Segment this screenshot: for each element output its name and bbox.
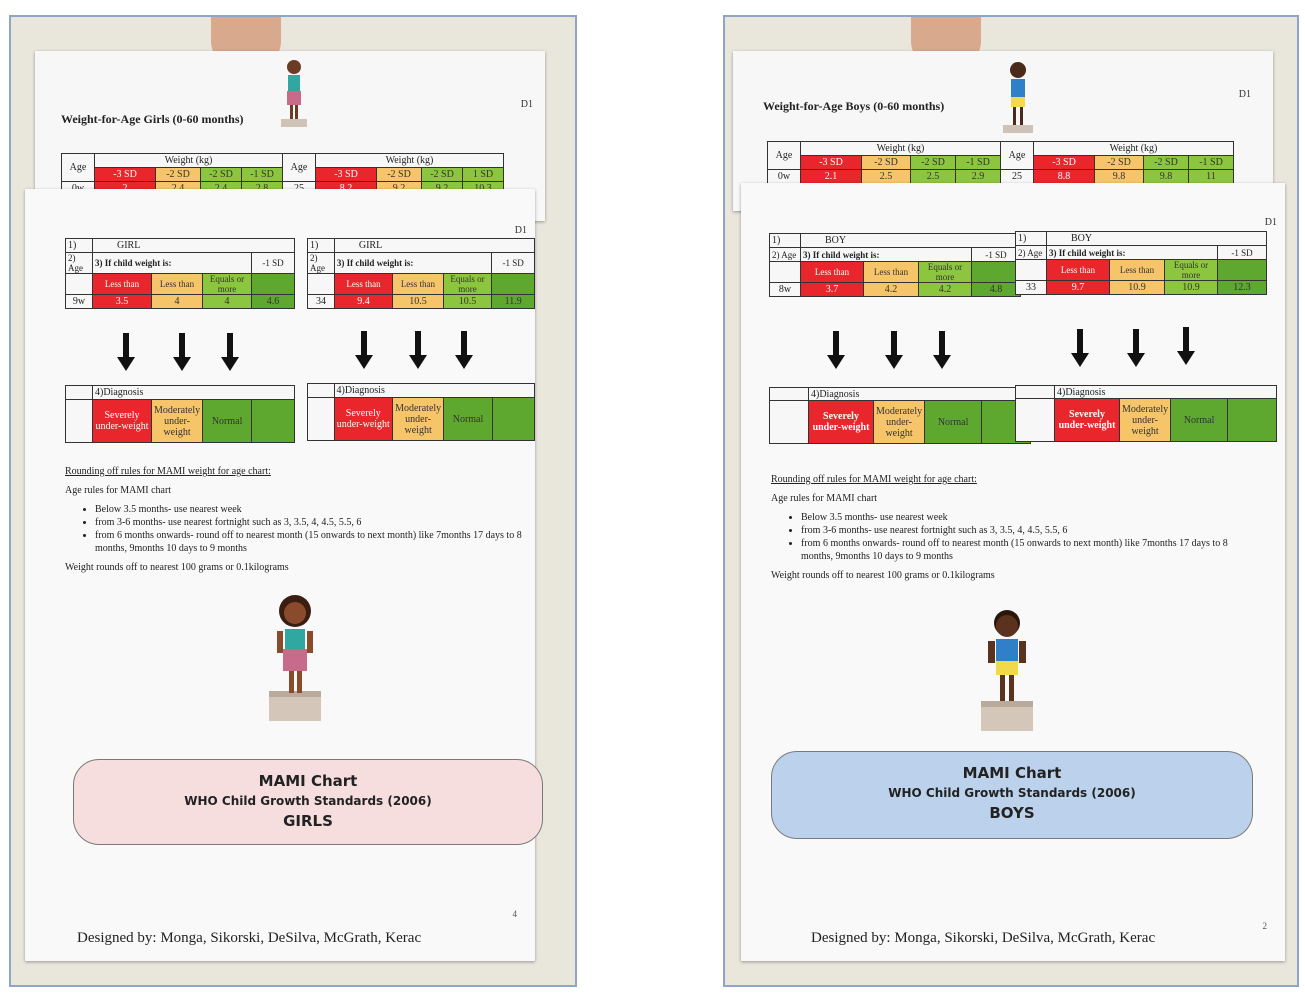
- age-cell: 8w: [770, 283, 801, 297]
- question-label: 3) If child weight is:: [801, 248, 972, 262]
- sd-header: -3 SD: [801, 156, 862, 170]
- down-arrow-icon: [937, 331, 947, 367]
- weight-header: Weight (kg): [316, 154, 504, 168]
- weight-rule: Weight rounds off to nearest 100 grams or 0.1kilograms: [65, 562, 289, 573]
- step-age-label: 2) Age: [770, 248, 801, 262]
- sd-header: -3 SD: [95, 168, 156, 182]
- weight-header: Weight (kg): [801, 142, 1001, 156]
- weight-rule: Weight rounds off to nearest 100 grams or 0.1kilograms: [771, 570, 995, 581]
- sd-header: -2 SD: [156, 168, 201, 182]
- girl-figure-small: [279, 57, 309, 129]
- moderate-diagnosis: Moderately under-weight: [393, 398, 444, 441]
- sd-header: -2 SD: [422, 168, 463, 182]
- banner-title: MAMI Chart: [962, 764, 1062, 782]
- value-cell: 12.3: [1218, 281, 1267, 295]
- list-item: • from 3-6 months- use nearest fortnight such as 3, 3.5, 4, 4.5, 5.5, 6: [801, 524, 1261, 537]
- down-arrow-icon: [1181, 327, 1191, 363]
- list-item: • from 6 months onwards- round off to nearest month (15 onwards to next month) like 7months 17 days to 8 months, 9months 10 days to 9 months: [801, 537, 1261, 563]
- question-label: 3) If child weight is:: [334, 253, 491, 274]
- mami-banner: [771, 751, 1253, 839]
- sheet-code: D1: [520, 99, 533, 110]
- front-sheet: [741, 183, 1285, 961]
- sd-header: -3 SD: [316, 168, 377, 182]
- lookup-table-left: [769, 233, 1021, 297]
- value-cell: 10.9: [1110, 281, 1165, 295]
- value-cell: 8.8: [1034, 170, 1095, 184]
- normal-diagnosis: Normal: [925, 401, 982, 444]
- boy-figure-small: [1001, 59, 1035, 135]
- sd-label: -1 SD: [972, 248, 1021, 262]
- rules-title: Rounding off rules for MAMI weight for age chart:: [65, 466, 271, 477]
- value-cell: 10.5: [393, 295, 443, 309]
- diagnosis-table-left: [65, 385, 295, 443]
- equals-or-more-header: Equals or more: [203, 274, 252, 295]
- value-cell: 4: [152, 295, 203, 309]
- diagnosis-label: 4)Diagnosis: [334, 384, 535, 398]
- less-than-header: Less than: [864, 262, 919, 283]
- credit-line: Designed by: Monga, Sikorski, DeSilva, McGrath, Kerac: [811, 930, 1156, 946]
- down-arrow-icon: [121, 333, 131, 369]
- value-cell: 10.9: [1165, 281, 1218, 295]
- age-header: Age: [62, 154, 95, 182]
- value-cell: 2.5: [862, 170, 911, 184]
- sd-header: -2 SD: [1095, 156, 1144, 170]
- sd-header: -1 SD: [956, 156, 1001, 170]
- value-cell: 9.7: [1047, 281, 1110, 295]
- girls-chart-photo: [9, 15, 577, 987]
- step-age-label: 2) Age: [1016, 246, 1047, 260]
- girl-figure: [263, 589, 327, 725]
- sd-label: -1 SD: [252, 253, 295, 274]
- moderate-diagnosis: Moderately under-weight: [874, 401, 925, 444]
- value-cell: 4.2: [919, 283, 972, 297]
- lookup-table-right: [307, 238, 535, 309]
- less-than-header: Less than: [1047, 260, 1110, 281]
- page-number: 2: [1262, 921, 1267, 931]
- age-header: Age: [1001, 142, 1034, 170]
- moderate-diagnosis: Moderately under-weight: [152, 400, 203, 443]
- mami-banner: [73, 759, 543, 845]
- step-number: 1): [308, 239, 335, 253]
- weight-header: Weight (kg): [1034, 142, 1234, 156]
- sd-header: -2 SD: [1144, 156, 1189, 170]
- sd-header: 1 SD: [463, 168, 504, 182]
- equals-or-more-header: Equals or more: [1165, 260, 1218, 281]
- value-cell: 9.4: [334, 295, 392, 309]
- step-age-label: 2) Age: [66, 253, 93, 274]
- age-cell: 25: [1001, 170, 1034, 184]
- down-arrow-icon: [831, 331, 841, 367]
- table-row: [768, 170, 1234, 184]
- top-weight-table: [767, 141, 1234, 184]
- sd-header: -1 SD: [242, 168, 283, 182]
- table-row: [66, 295, 295, 309]
- weight-header: Weight (kg): [95, 154, 283, 168]
- down-arrow-icon: [889, 331, 899, 367]
- moderate-diagnosis: Moderately under-weight: [1120, 399, 1171, 442]
- value-cell: 4.8: [972, 283, 1021, 297]
- diagnosis-table-right: [1015, 385, 1277, 442]
- sex-label: GIRL: [93, 239, 295, 253]
- severe-diagnosis: Severely under-weight: [334, 398, 393, 441]
- age-header: Age: [283, 154, 316, 182]
- diagnosis-label: 4)Diagnosis: [809, 388, 1031, 401]
- value-cell: 4.6: [252, 295, 295, 309]
- rules-title: Rounding off rules for MAMI weight for age chart:: [771, 474, 977, 485]
- diagnosis-table-right: [307, 383, 535, 441]
- diagnosis-label: 4)Diagnosis: [93, 386, 295, 400]
- sd-header: -2 SD: [377, 168, 422, 182]
- down-arrow-icon: [1131, 329, 1141, 365]
- step-number: 1): [770, 234, 801, 248]
- less-than-header: Less than: [801, 262, 864, 283]
- sd-label: -1 SD: [492, 253, 535, 274]
- sd-header: -3 SD: [1034, 156, 1095, 170]
- step-age-label: 2) Age: [308, 253, 335, 274]
- rounding-rules: [65, 459, 525, 580]
- boys-chart-photo: [723, 15, 1299, 987]
- equals-or-more-header: Equals or more: [919, 262, 972, 283]
- question-label: 3) If child weight is:: [93, 253, 252, 274]
- severe-diagnosis: Severely under-weight: [1055, 399, 1120, 442]
- age-header: Age: [768, 142, 801, 170]
- boy-figure: [977, 607, 1037, 735]
- diagnosis-table-left: [769, 387, 1031, 444]
- value-cell: 10.5: [443, 295, 492, 309]
- down-arrow-icon: [225, 333, 235, 369]
- normal-diagnosis: Normal: [203, 400, 252, 443]
- sex-label: GIRL: [334, 239, 534, 253]
- less-than-header: Less than: [152, 274, 203, 295]
- value-cell: 9.8: [1095, 170, 1144, 184]
- step-number: 1): [1016, 232, 1047, 246]
- sd-label: -1 SD: [1218, 246, 1267, 260]
- value-cell: 11.9: [492, 295, 535, 309]
- value-cell: 9.8: [1144, 170, 1189, 184]
- age-rules-label: Age rules for MAMI chart: [65, 485, 172, 496]
- less-than-header: Less than: [1110, 260, 1165, 281]
- list-item: • from 3-6 months- use nearest fortnight such as 3, 3.5, 4, 4.5, 5.5, 6: [95, 516, 525, 529]
- sd-header: -2 SD: [201, 168, 242, 182]
- table-row: [1016, 281, 1267, 295]
- value-cell: 3.7: [801, 283, 864, 297]
- value-cell: 2.9: [956, 170, 1001, 184]
- lookup-table-right: [1015, 231, 1267, 295]
- banner-sex: GIRLS: [283, 812, 333, 830]
- age-cell: 0w: [768, 170, 801, 184]
- age-cell: 9w: [66, 295, 93, 309]
- down-arrow-icon: [177, 333, 187, 369]
- front-sheet: [25, 189, 535, 961]
- table-row: [770, 283, 1021, 297]
- down-arrow-icon: [459, 331, 469, 367]
- down-arrow-icon: [413, 331, 423, 367]
- sd-header: -2 SD: [862, 156, 911, 170]
- question-label: 3) If child weight is:: [1047, 246, 1218, 260]
- value-cell: 11: [1189, 170, 1234, 184]
- rounding-rules: [771, 467, 1261, 588]
- step-number: 1): [66, 239, 93, 253]
- less-than-header: Less than: [334, 274, 392, 295]
- severe-diagnosis: Severely under-weight: [93, 400, 152, 443]
- value-cell: 3.5: [93, 295, 152, 309]
- sex-label: BOY: [1047, 232, 1267, 246]
- table-row: [308, 295, 535, 309]
- chart-title: Weight-for-Age Boys (0-60 months): [763, 99, 945, 113]
- value-cell: 2.1: [801, 170, 862, 184]
- sheet-code: D1: [1264, 217, 1277, 228]
- page-number: 4: [512, 909, 517, 919]
- lookup-table-left: [65, 238, 295, 309]
- sd-header: -2 SD: [911, 156, 956, 170]
- down-arrow-icon: [359, 331, 369, 367]
- banner-subtitle: WHO Child Growth Standards (2006): [184, 794, 432, 808]
- list-item: • Below 3.5 months- use nearest week: [95, 503, 525, 516]
- value-cell: 4: [203, 295, 252, 309]
- diagnosis-label: 4)Diagnosis: [1055, 386, 1277, 399]
- chart-title: Weight-for-Age Girls (0-60 months): [61, 112, 244, 126]
- value-cell: 2.5: [911, 170, 956, 184]
- value-cell: 4.2: [864, 283, 919, 297]
- banner-sex: BOYS: [989, 804, 1035, 822]
- list-item: • Below 3.5 months- use nearest week: [801, 511, 1261, 524]
- credit-line: Designed by: Monga, Sikorski, DeSilva, McGrath, Kerac: [77, 930, 422, 946]
- equals-or-more-header: Equals or more: [443, 274, 492, 295]
- sd-header: -1 SD: [1189, 156, 1234, 170]
- list-item: • from 6 months onwards- round off to nearest month (15 onwards to next month) like 7months 17 days to 8 months, 9months 10 days to 9 months: [95, 529, 525, 555]
- banner-subtitle: WHO Child Growth Standards (2006): [888, 786, 1136, 800]
- age-rules-label: Age rules for MAMI chart: [771, 493, 878, 504]
- less-than-header: Less than: [93, 274, 152, 295]
- sheet-code: D1: [1238, 89, 1251, 100]
- severe-diagnosis: Severely under-weight: [809, 401, 874, 444]
- age-cell: 34: [308, 295, 335, 309]
- down-arrow-icon: [1075, 329, 1085, 365]
- normal-diagnosis: Normal: [1171, 399, 1228, 442]
- banner-title: MAMI Chart: [258, 772, 358, 790]
- normal-diagnosis: Normal: [444, 398, 493, 441]
- age-cell: 33: [1016, 281, 1047, 295]
- sheet-code: D1: [514, 225, 527, 236]
- less-than-header: Less than: [393, 274, 443, 295]
- sex-label: BOY: [801, 234, 1021, 248]
